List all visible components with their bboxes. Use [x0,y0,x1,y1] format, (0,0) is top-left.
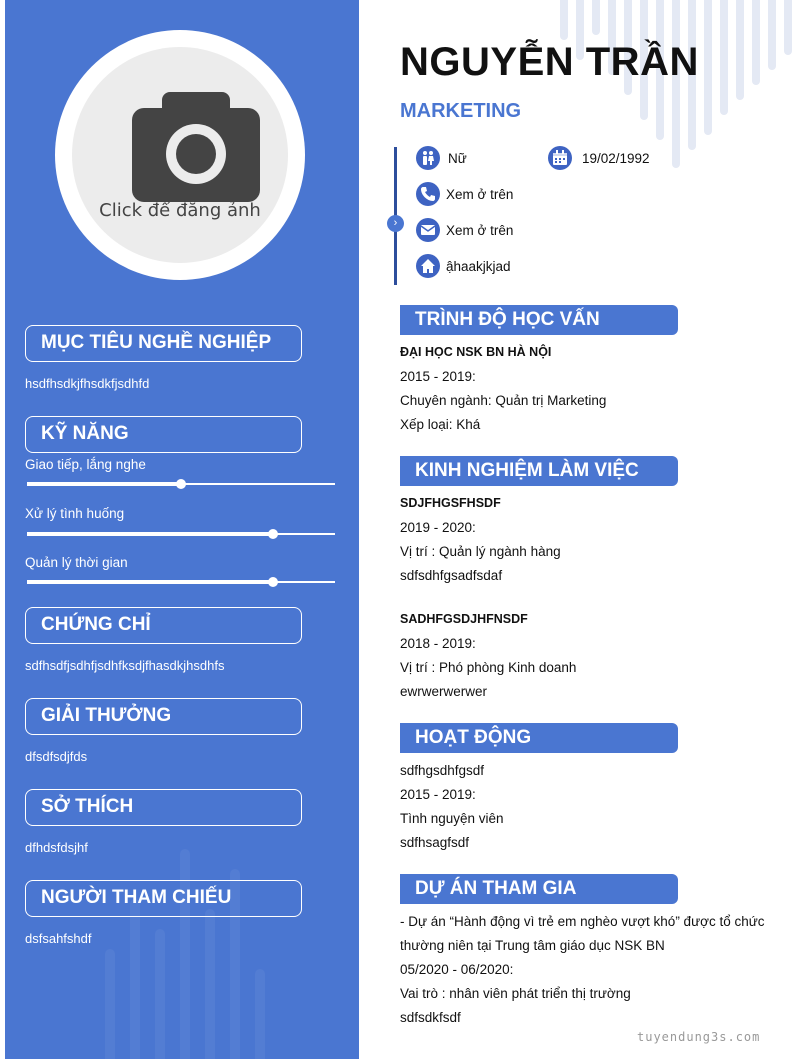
camera-icon [132,92,260,202]
project-line: thường niên tại Trung tâm giáo dục NSK BN [400,938,665,953]
project-description: sdfsdkfsdf [400,1010,461,1025]
phone-value: Xem ở trên [446,187,514,202]
references-text: dsfsahfshdf [25,931,92,946]
gender-icon [416,146,440,170]
skill-bar-knob [268,529,278,539]
skill-label: Giao tiếp, lắng nghe [25,457,146,472]
left-column [5,0,359,1059]
job-period: 2019 - 2020: [400,520,476,535]
awards-text: dfsdfsdjfds [25,749,88,764]
address-value: ậhaakjkjad [446,259,511,274]
decorative-bar [255,969,265,1059]
activity-org: sdfhgsdhfgsdf [400,763,485,778]
watermark: tuyendung3s.com [637,1030,761,1044]
education-grade: Xếp loại: Khá [400,417,481,432]
job-company: SDJFHGSFHSDF [400,496,501,510]
skill-bar-fill [27,482,181,486]
decorative-bar [105,949,115,1059]
job-role: Vị trí : Quản lý ngành hàng [400,544,561,559]
avatar-frame [55,30,305,280]
birthday-value: 19/02/1992 [582,151,650,166]
skill-label: Xử lý tình huống [25,506,125,521]
skills-heading: KỸ NĂNG [25,416,302,453]
decorative-bar [130,899,140,1059]
skill-bar-fill [27,532,273,536]
decorative-stripes [560,0,800,170]
avatar-upload-label: Click để đăng ảnh [99,200,261,221]
calendar-icon [548,146,572,170]
project-role: Vai trò : nhân viên phát triển thị trường [400,986,631,1001]
skill-bar [27,581,335,583]
hobbies-heading: SỞ THÍCH [25,789,302,826]
activity-period: 2015 - 2019: [400,787,476,802]
projects-heading: DỰ ÁN THAM GIA [400,874,678,904]
skill-bar-fill [27,580,273,584]
certificates-heading: CHỨNG CHỈ [25,607,302,644]
decorative-bar [155,929,165,1059]
project-period: 05/2020 - 06/2020: [400,962,514,977]
skill-bar-knob [176,479,186,489]
home-icon [416,254,440,278]
candidate-name: NGUYỄN TRẦN [400,40,699,84]
job-description: ewrwerwerwer [400,684,488,699]
skill-bar [27,533,335,535]
gender-value: Nữ [448,151,467,166]
candidate-position: MARKETING [400,100,522,122]
job-role: Vị trí : Phó phòng Kinh doanh [400,660,577,675]
job-period: 2018 - 2019: [400,636,476,651]
references-heading: NGƯỜI THAM CHIẾU [25,880,302,917]
activities-heading: HOẠT ĐỘNG [400,723,678,753]
email-value: Xem ở trên [446,223,514,238]
experience-heading: KINH NGHIỆM LÀM VIỆC [400,456,678,486]
certificates-text: sdfhsdfjsdhfjsdhfksdjfhasdkjhsdhfs [25,658,225,673]
job-description: sdfsdhfgsadfsdaf [400,568,503,583]
skill-label: Quản lý thời gian [25,555,128,570]
phone-icon [416,182,440,206]
decorative-bar [205,909,215,1059]
job-company: SADHFGSDJHFNSDF [400,612,528,626]
chevron-right-icon[interactable]: › [387,215,404,232]
email-icon [416,218,440,242]
objective-text: hsdfhsdkjfhsdkfjsdhfd [25,376,150,391]
activity-role: Tình nguyện viên [400,811,504,826]
activity-description: sdfhsagfsdf [400,835,470,850]
education-heading: TRÌNH ĐỘ HỌC VẤN [400,305,678,335]
project-line: - Dự án “Hành động vì trẻ em nghèo vượt khó” được tổ chức [400,914,765,929]
skill-bar [27,483,335,485]
skill-bar-knob [268,577,278,587]
education-period: 2015 - 2019: [400,369,476,384]
education-major: Chuyên ngành: Quản trị Marketing [400,393,607,408]
education-school: ĐẠI HỌC NSK BN HÀ NỘI [400,345,552,359]
awards-heading: GIẢI THƯỞNG [25,698,302,735]
avatar-upload[interactable] [72,47,288,263]
objective-heading: MỤC TIÊU NGHỀ NGHIỆP [25,325,302,362]
hobbies-text: dfhdsfdsjhf [25,840,88,855]
